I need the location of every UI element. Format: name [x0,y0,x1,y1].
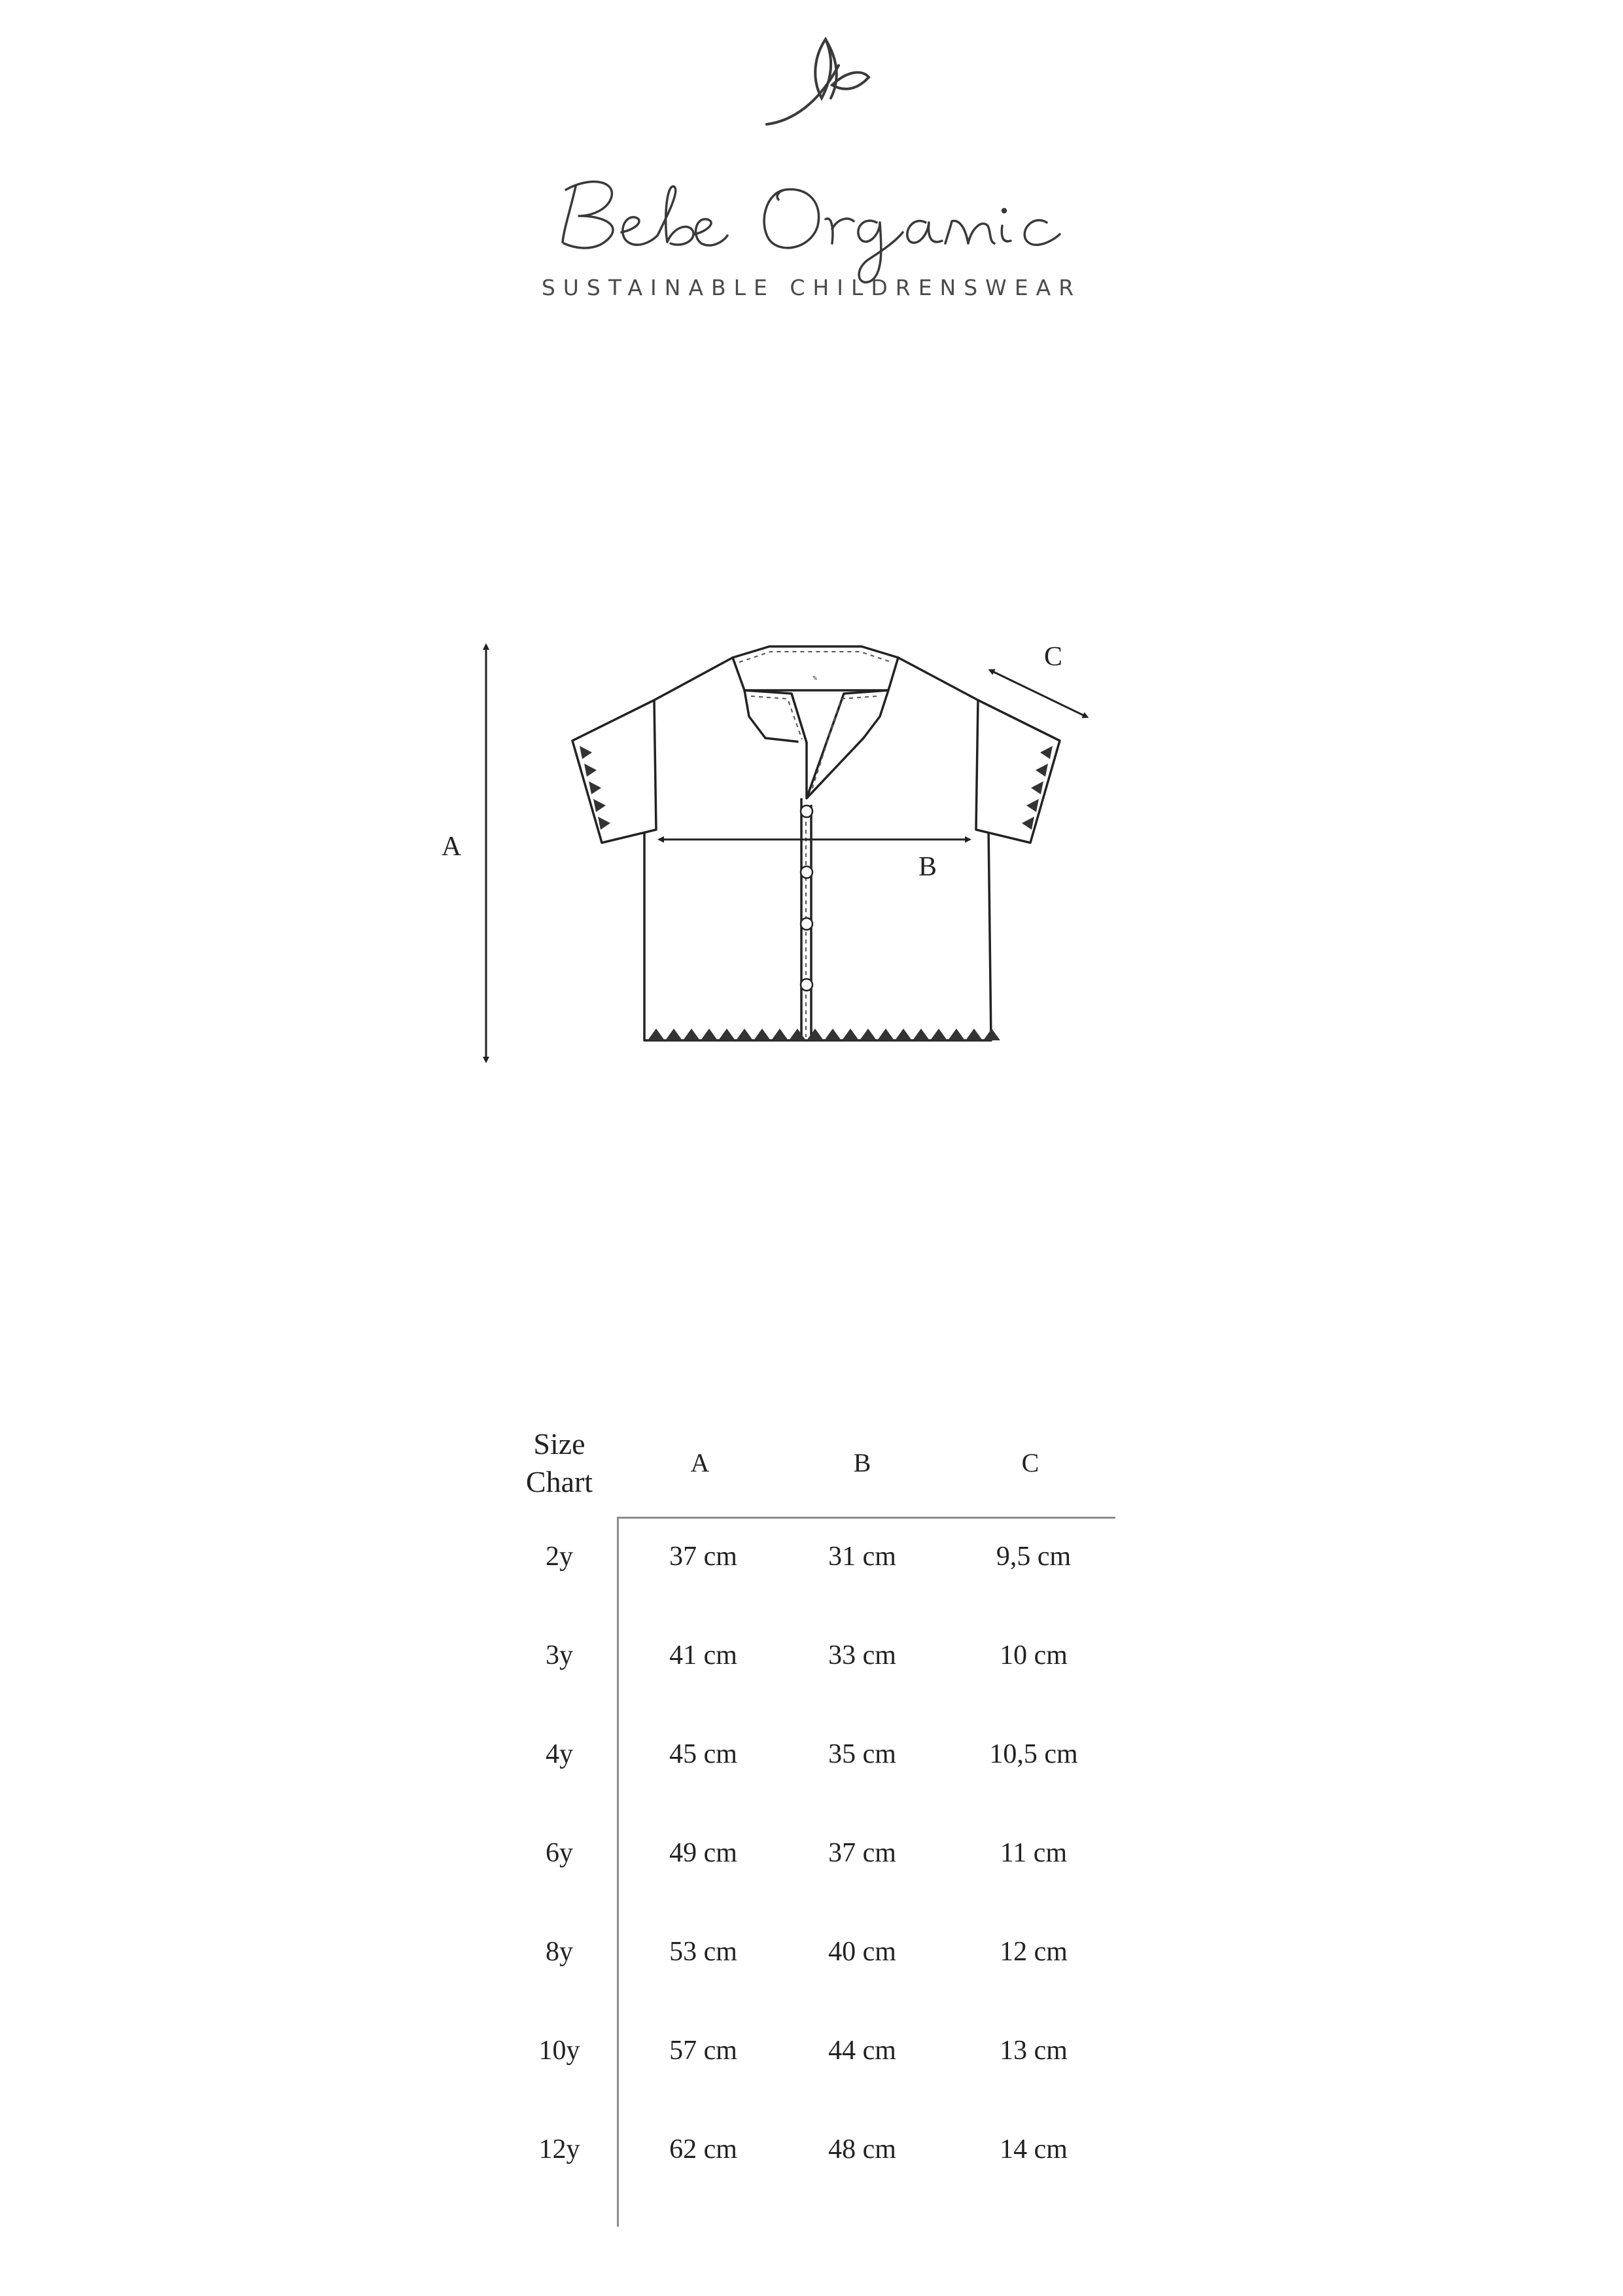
measure-b-cell: 44 cm [828,2036,896,2066]
measure-c-cell: 10,5 cm [989,1739,1078,1769]
size-cell: 6y [546,1838,573,1868]
column-header-b: B [853,1448,871,1477]
measure-b-cell: 35 cm [828,1739,896,1769]
measure-a-cell: 57 cm [669,2036,737,2066]
size-column-divider [617,1517,619,2227]
size-cell: 8y [546,1937,573,1967]
header-size-line2: Chart [525,1465,593,1498]
measure-a-cell: 49 cm [669,1838,737,1868]
column-header-a: A [690,1448,710,1477]
size-chart-header [497,1425,621,1501]
measure-a-cell: 53 cm [669,1937,737,1967]
header-divider [617,1517,1115,1519]
column-header-c: C [1021,1448,1039,1477]
garment-label-icon: ✎ [812,675,818,682]
measure-c-cell: 13 cm [1000,2036,1068,2066]
measure-a-cell: 37 cm [669,1542,737,1572]
dimension-label-a: A [441,832,462,862]
size-cell: 4y [546,1739,573,1769]
measure-b-cell: 48 cm [828,2134,896,2164]
measure-a-cell: 41 cm [669,1640,737,1670]
size-cell: 10y [538,2036,580,2066]
measure-c-cell: 14 cm [1000,2134,1068,2164]
measure-c-cell: 11 cm [1000,1838,1068,1868]
measure-c-cell: 12 cm [1000,1937,1068,1967]
measure-b-cell: 40 cm [828,1937,896,1967]
size-cell: 3y [546,1640,573,1670]
dimension-label-b: B [918,852,937,882]
measure-a-cell: 62 cm [669,2134,737,2164]
measure-a-cell: 45 cm [669,1739,737,1769]
measure-b-cell: 31 cm [828,1542,896,1572]
size-cell: 2y [546,1542,573,1572]
header-size-line1: Size [533,1427,585,1460]
measure-b-cell: 37 cm [828,1838,896,1868]
size-cell: 12y [538,2134,580,2164]
measure-b-cell: 33 cm [828,1640,896,1670]
dimension-label-c: C [1043,642,1063,672]
measure-c-cell: 9,5 cm [996,1542,1072,1572]
brand-tagline: SUSTAINABLE CHILDRENSWEAR [541,275,1082,300]
measure-c-cell: 10 cm [1000,1640,1068,1670]
